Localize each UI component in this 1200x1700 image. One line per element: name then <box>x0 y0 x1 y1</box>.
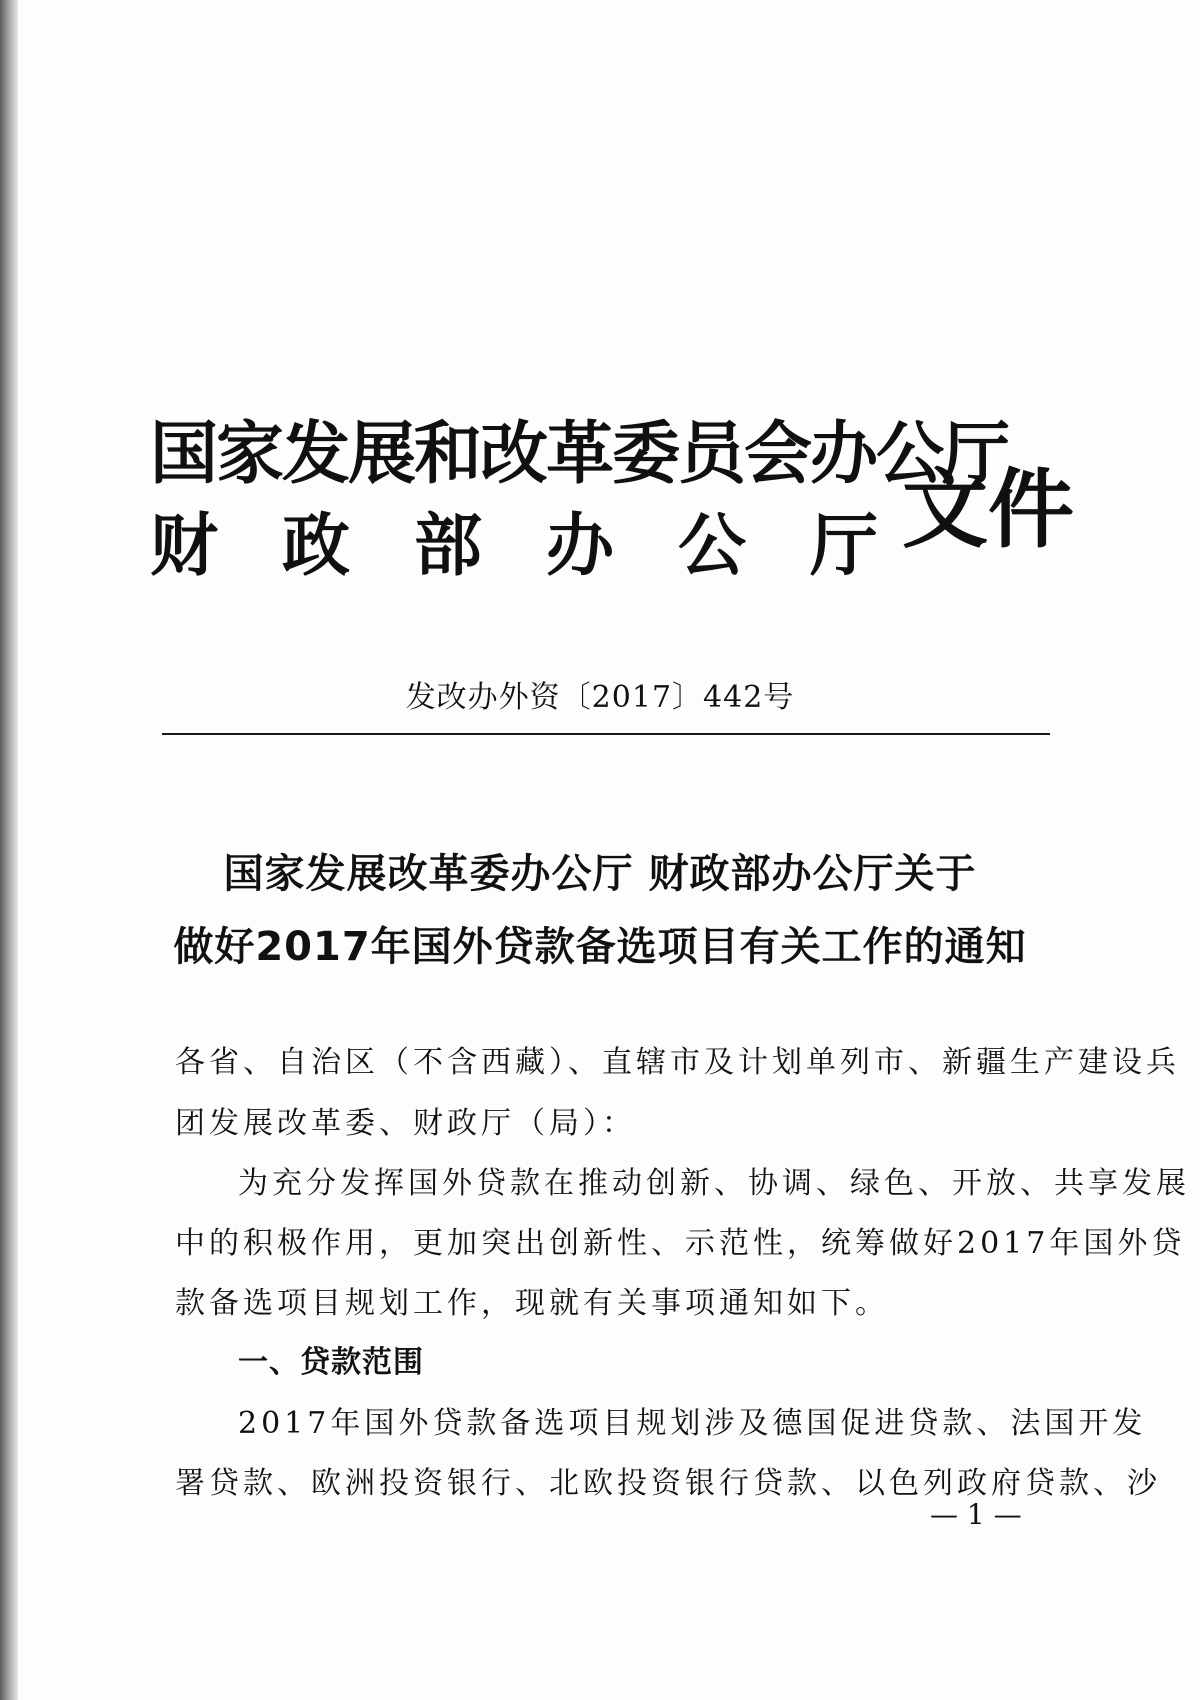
addressee-line-2: 团发展改革委、财政厅（局）： <box>175 1106 636 1141</box>
document-header <box>150 400 1074 590</box>
doc-type-label: 文件 <box>902 459 1074 560</box>
addressee-line-1: 各省、自治区（不含西藏）、直辖市及计划单列市、新疆生产建设兵 <box>175 1045 1180 1080</box>
document-number: 发改办外资〔2017〕442号 <box>405 680 795 715</box>
header-divider <box>162 733 1050 735</box>
issuer-line-2: 财政部办公厅 <box>150 506 943 586</box>
paragraph-1-line-3: 款备选项目规划工作，现就有关事项通知如下。 <box>175 1286 889 1321</box>
paragraph-2-line-1: 2017年国外贷款备选项目规划涉及德国促进贷款、法国开发 <box>238 1406 1147 1441</box>
title-line-1: 国家发展改革委办公厅 财政部办公厅关于 <box>223 851 977 897</box>
page-number: — 1 — <box>930 1498 1022 1531</box>
issuer-line-1: 国家发展和改革委员会办公厅 <box>150 414 1009 494</box>
paragraph-2-line-2: 署贷款、欧洲投资银行、北欧投资银行贷款、以色列政府贷款、沙 <box>175 1466 1161 1501</box>
title-line-2: 做好2017年国外贷款备选项目有关工作的通知 <box>173 924 1027 970</box>
paragraph-1-line-2: 中的积极作用，更加突出创新性、示范性，统筹做好2017年国外贷 <box>175 1226 1186 1261</box>
section-1-heading: 一、贷款范围 <box>238 1345 424 1380</box>
paragraph-1-line-1: 为充分发挥国外贷款在推动创新、协调、绿色、开放、共享发展 <box>238 1166 1190 1201</box>
